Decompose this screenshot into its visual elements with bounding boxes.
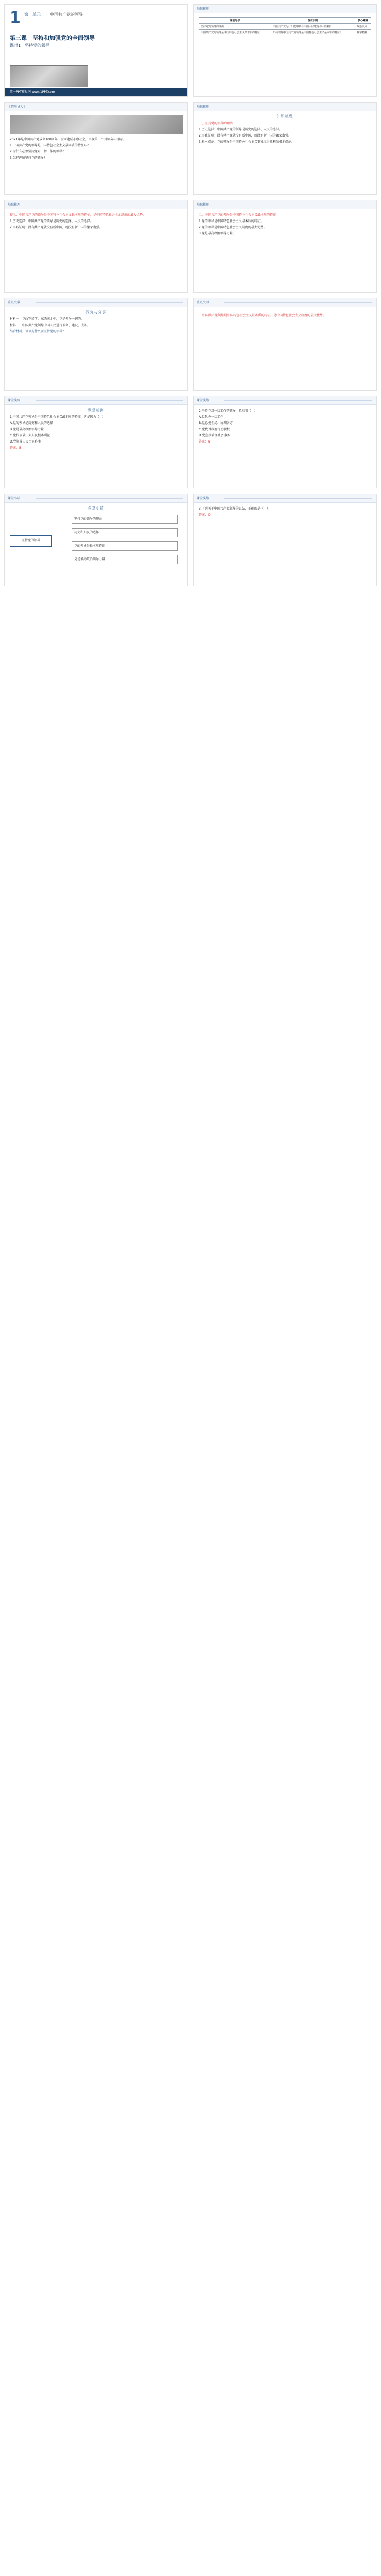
intro-question: 2.为什么必须坚持党对一切工作的领导？ bbox=[10, 150, 65, 154]
practice-option: D.党直接管理社会事务 bbox=[199, 434, 230, 437]
knowledge-line: 1.党的领导是中国特色社会主义最本质的特征。 bbox=[199, 219, 264, 223]
summary-title: 课堂小结 bbox=[88, 506, 105, 510]
slide-knowledge-1: 基础梳理 知识梳理 一、坚持党的领导的理由 1.历史选择：中国共产党的领导是历史的选择、人民的选择。 2.实践证明：没有共产党就没有新中国，就没有新中国的繁荣富强。 3.根本保证：党的领导是中国特色社会主义事业取得胜利的根本保证。 bbox=[193, 102, 377, 195]
cover-photo bbox=[10, 65, 88, 87]
slide-practice-1: 课堂演练 课堂检测 1.中国共产党领导是中国特色社会主义最本质的特征，这是因为（ ） A.党的领导是历史和人民的选择 B.党是最高政治领导力量 C.党代表最广大人民根本利益 D.党领导人民当家作主 答案：B bbox=[4, 396, 188, 488]
practice-answer: 答案：D bbox=[199, 513, 211, 517]
practice-option: B.党总揽全局、协调各方 bbox=[199, 421, 233, 425]
explore-answer: 中国共产党领导是中国特色社会主义最本质的特征，是中国特色社会主义制度的最大优势。 bbox=[199, 311, 371, 320]
slide-knowledge-2: 基础梳理 二、中国共产党的领导是中国特色社会主义最本质的特征 1.党的领导是中国特色社会主义最本质的特征。 2.党的领导是中国特色社会主义制度的最大优势。 3.党是最高政治领导力量。 bbox=[193, 200, 377, 293]
unit-title: 中国共产党的领导 bbox=[50, 12, 83, 17]
knowledge-line: 2.党的领导是中国特色社会主义制度的最大优势。 bbox=[199, 226, 267, 229]
knowledge-line: 2.实践证明：没有共产党就没有新中国，就没有新中国的繁荣富强。 bbox=[10, 226, 102, 229]
table-header-row: 课前导学 提出问题 核心素养 bbox=[199, 18, 371, 24]
practice-answer: 答案：B bbox=[10, 446, 22, 450]
practice-option: A.党包办一切工作 bbox=[199, 415, 223, 419]
table-row: 中国共产党的领导是中国特色社会主义最本质的特征 如何理解中国共产党领导是中国特色社会主义最本质的特征？ 科学精神 bbox=[199, 30, 371, 36]
cover-footer: 第一PPT模板网 www.1PPT.com bbox=[5, 88, 187, 96]
intro-question: 1.中国共产党的领导是中国特色社会主义最本质的特征吗？ bbox=[10, 144, 90, 147]
explore-title: 探究与分享 bbox=[85, 310, 107, 314]
knowledge-item-title: 一、坚持党的领导的理由 bbox=[199, 122, 233, 125]
practice-question: 2.坚持党对一切工作的领导，意味着（ ） bbox=[199, 409, 257, 413]
unit-label: 第一单元 bbox=[24, 12, 41, 17]
knowledge-line: 3.根本保证：党的领导是中国特色社会主义事业取得胜利的根本保证。 bbox=[199, 140, 295, 144]
knowledge-line: 1.历史选择：中国共产党的领导是历史的选择、人民的选择。 bbox=[199, 128, 282, 131]
slide-overview-table bbox=[193, 4, 377, 97]
slide-cover bbox=[4, 4, 188, 97]
practice-option: D.党领导人民当家作主 bbox=[10, 440, 41, 444]
lesson-title: 第三课 坚持和加强党的全面领导 bbox=[10, 35, 95, 41]
slide-explore: 重点突破 探究与分享 材料一：党政军民学，东西南北中，党是领导一切的。 材料二：中国共产党领导中国人民进行革命、建设、改革。 结合材料，谈谈为什么要坚持党的领导？ bbox=[4, 298, 188, 391]
intro-caption: 【情境导入】 bbox=[8, 105, 27, 109]
slide-practice-2: 课堂演练 2.坚持党对一切工作的领导，意味着（ ） A.党包办一切工作 B.党总揽全局、协调各方 C.党代替政府行使职权 D.党直接管理社会事务 答案：B bbox=[193, 396, 377, 488]
intro-answer: 提示：中国共产党的领导是中国特色社会主义最本质的特征，是中国特色社会主义制度的最大优势。 bbox=[10, 213, 146, 217]
section-title: 课时1 坚持党的领导 bbox=[10, 43, 50, 48]
slide-header: 基础梳理 bbox=[194, 5, 376, 13]
knowledge-line: 1.历史选择：中国共产党的领导是历史的选择、人民的选择。 bbox=[10, 219, 93, 223]
slide-explore-answer: 重点突破 中国共产党领导是中国特色社会主义最本质的特征，是中国特色社会主义制度的最大优势。 bbox=[193, 298, 377, 391]
practice-question: 3.下列关于中国共产党领导的说法，正确的是（ ） bbox=[199, 507, 270, 511]
intro-photo bbox=[10, 115, 183, 134]
explore-case: 材料一：党政军民学，东西南北中，党是领导一切的。 bbox=[10, 317, 84, 321]
overview-table bbox=[199, 17, 371, 36]
practice-option: A.党的领导是历史和人民的选择 bbox=[10, 421, 53, 425]
slide-practice-3: 课堂演练 3.下列关于中国共产党领导的说法，正确的是（ ） 答案：D bbox=[193, 494, 377, 586]
practice-option: C.党代表最广大人民根本利益 bbox=[10, 434, 50, 437]
knowledge-item-title: 二、中国共产党的领导是中国特色社会主义最本质的特征 bbox=[199, 213, 276, 217]
mind-node: 历史和人民的选择 bbox=[72, 528, 178, 537]
practice-question: 1.中国共产党领导是中国特色社会主义最本质的特征，这是因为（ ） bbox=[10, 415, 106, 419]
practice-title: 课堂检测 bbox=[88, 408, 105, 412]
knowledge-line: 2.实践证明：没有共产党就没有新中国，就没有新中国的繁荣富强。 bbox=[199, 134, 291, 138]
unit-number: 1 bbox=[10, 9, 21, 27]
table-row: 坚持党的领导的理由 中国共产党为什么能够领导中国人民取得伟大胜利？ 政治认同 bbox=[199, 24, 371, 30]
intro-question: 3.怎样理解坚持党的领导？ bbox=[10, 156, 47, 160]
explore-case: 材料二：中国共产党领导中国人民进行革命、建设、改革。 bbox=[10, 324, 91, 327]
practice-option: C.党代替政府行使职权 bbox=[199, 428, 230, 431]
slide-intro bbox=[4, 102, 188, 195]
slide-summary: 课堂小结 课堂小结 坚持党的领导 坚持党的领导的理由 历史和人民的选择 党的领导是最本质特征 党是最高政治领导力量 bbox=[4, 494, 188, 586]
mind-root: 坚持党的领导 bbox=[10, 535, 52, 547]
practice-answer: 答案：B bbox=[199, 440, 211, 444]
mind-node: 坚持党的领导的理由 bbox=[72, 515, 178, 524]
slide-answer: 基础梳理 提示：中国共产党的领导是中国特色社会主义最本质的特征，是中国特色社会主义制度的最大优势。 1.历史选择：中国共产党的领导是历史的选择、人民的选择。 2.实践证明：没有共产党就没有新中国，就没有新中国的繁荣富强。 bbox=[4, 200, 188, 293]
mind-node: 党是最高政治领导力量 bbox=[72, 555, 178, 564]
intro-text: 2021年是中国共产党成立100周年，全面建成小康社会，实现第一个百年奋斗目标。 bbox=[10, 138, 126, 141]
practice-option: B.党是最高政治领导力量 bbox=[10, 428, 44, 431]
knowledge-title: 知识梳理 bbox=[276, 114, 293, 118]
explore-question: 结合材料，谈谈为什么要坚持党的领导？ bbox=[10, 330, 66, 333]
mind-node: 党的领导是最本质特征 bbox=[72, 541, 178, 551]
knowledge-line: 3.党是最高政治领导力量。 bbox=[199, 232, 236, 235]
